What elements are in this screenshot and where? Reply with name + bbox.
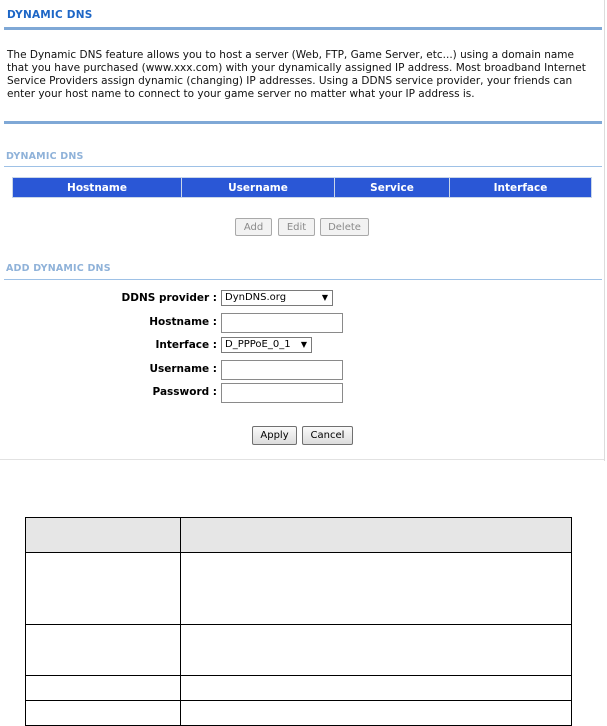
table-row — [26, 625, 572, 676]
parameter-table-header — [26, 518, 572, 553]
chevron-down-icon: ▼ — [300, 340, 307, 349]
username-input[interactable] — [221, 360, 343, 380]
column-header-service: Service — [335, 178, 450, 198]
ddns-section-title: DYNAMIC DNS — [6, 151, 84, 162]
ddns-section-divider — [4, 166, 602, 167]
table-cell — [26, 676, 181, 701]
column-header-username: Username — [182, 178, 335, 198]
cancel-button[interactable]: Cancel — [302, 426, 353, 445]
interface-value: D_PPPoE_0_1 — [225, 339, 291, 350]
table-cell — [181, 676, 572, 701]
hostname-label: Hostname : — [149, 316, 217, 328]
ddns-table-header — [13, 178, 592, 198]
table-cell — [26, 701, 181, 726]
ddns-table — [12, 177, 592, 198]
apply-button[interactable]: Apply — [252, 426, 297, 445]
table-row — [26, 701, 572, 726]
column-header-hostname: Hostname — [13, 178, 182, 198]
interface-label: Interface : — [155, 339, 217, 351]
table-row — [26, 553, 572, 625]
interface-select[interactable] — [221, 337, 312, 353]
table-cell — [181, 625, 572, 676]
column-header-interface: Interface — [450, 178, 592, 198]
username-label: Username : — [149, 363, 217, 375]
page-description: The Dynamic DNS feature allows you to host a server (Web, FTP, Game Server, etc...) using a domain name that you have purchased (www.xxx.com) with your dynamically assigned IP address. Most broadband Internet Service Providers assign dynamic (changing) IP addresses. Using a DDNS service provider, your friends can enter your host name to connect to your game server no matter what your IP address is. — [7, 49, 586, 100]
parameter-header-cell — [26, 518, 181, 553]
ddns-provider-value: DynDNS.org — [225, 292, 287, 303]
password-input[interactable] — [221, 383, 343, 403]
add-button[interactable]: Add — [235, 218, 272, 236]
description-header-cell — [181, 518, 572, 553]
title-divider — [4, 27, 602, 30]
page-title: DYNAMIC DNS — [7, 9, 93, 21]
add-ddns-section-divider — [4, 279, 602, 280]
ddns-provider-label: DDNS provider : — [121, 292, 217, 304]
table-cell — [181, 553, 572, 625]
password-label: Password : — [152, 386, 217, 398]
table-cell — [181, 701, 572, 726]
panel-bottom-border — [0, 459, 604, 460]
parameter-table — [25, 517, 572, 726]
ddns-provider-select[interactable] — [221, 290, 333, 306]
delete-button[interactable]: Delete — [320, 218, 369, 236]
table-row — [26, 676, 572, 701]
add-ddns-section-title: ADD DYNAMIC DNS — [6, 263, 111, 274]
chevron-down-icon: ▼ — [321, 293, 328, 302]
table-cell — [26, 553, 181, 625]
hostname-input[interactable] — [221, 313, 343, 333]
description-divider — [4, 121, 602, 124]
table-cell — [26, 625, 181, 676]
edit-button[interactable]: Edit — [278, 218, 315, 236]
